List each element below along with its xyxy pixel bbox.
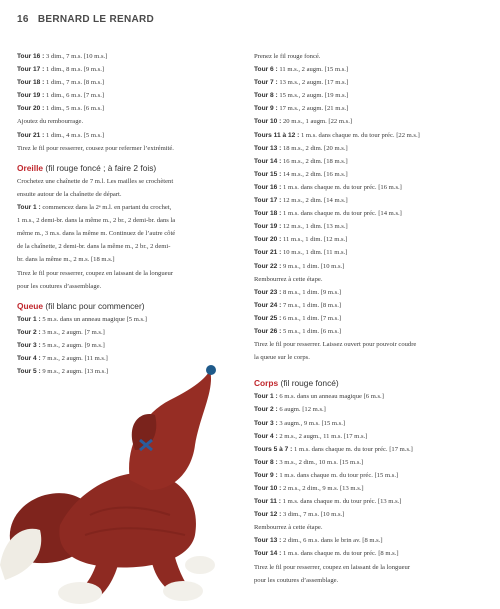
right-column — [254, 50, 484, 587]
round-label: Tour 4 : — [254, 432, 278, 440]
round-label: Tour 18 : — [17, 79, 45, 87]
round-instructions: 1 m.s. dans chaque m. du tour préc. [13 m.s.] — [281, 498, 402, 506]
pattern-line — [254, 456, 484, 469]
pattern-line — [254, 469, 484, 482]
round-instructions: commencez dans la 2ᵉ m.l. en partant du crochet, — [40, 204, 172, 212]
pattern-line — [254, 194, 484, 207]
round-label: Tour 20 : — [254, 236, 282, 244]
round-instructions: 3 m.s., 2 augm. [7 m.s.] — [40, 328, 105, 336]
round-label: Tour 13 : — [254, 144, 282, 152]
round-instructions: 2 m.s., 2 augm., 11 m.s. [17 m.s.] — [277, 432, 368, 440]
round-instructions: 1 m.s. dans chaque m. du tour préc. [15 m.s.] — [277, 471, 399, 479]
page-title: BERNARD LE RENARD — [37, 14, 155, 25]
pattern-line — [17, 89, 246, 102]
round-instructions: 3 dim., 7 m.s. [10 m.s.] — [281, 511, 345, 519]
round-instructions: 11 m.s., 1 dim. [12 m.s.] — [281, 236, 348, 244]
round-instructions: 1 dim., 4 m.s. [5 m.s.] — [44, 131, 105, 139]
section-subtitle: (fil rouge foncé ; à faire 2 fois) — [43, 162, 157, 173]
pattern-line — [254, 299, 484, 312]
round-instructions: 20 m.s., 1 augm. [22 m.s.] — [281, 118, 353, 126]
round-instructions: 15 m.s., 2 augm. [19 m.s.] — [277, 92, 349, 100]
round-instructions: 1 m.s. dans chaque m. du tour préc. [17 m.s.] — [292, 445, 413, 453]
round-instructions: 10 m.s., 1 dim. [11 m.s.] — [281, 249, 348, 257]
round-label: Tour 9 : — [254, 105, 278, 113]
round-instructions: 12 m.s., 1 dim. [13 m.s.] — [281, 223, 348, 231]
round-label: Tour 21 : — [254, 249, 282, 257]
round-instructions: 3 augm., 9 m.s. [15 m.s.] — [277, 419, 346, 427]
round-instructions: Crochetez une chaînette de 7 m.l. Les mailles se crochètent — [17, 177, 174, 185]
pattern-line — [17, 175, 246, 188]
round-instructions: 6 m.s. dans un anneau magique [6 m.s.] — [277, 393, 384, 401]
round-instructions: 2 dim., 6 m.s. dans le brin av. [8 m.s.] — [281, 537, 383, 545]
round-label: Tours 5 à 7 : — [254, 445, 293, 453]
pattern-line — [254, 63, 484, 76]
pattern-line — [254, 390, 484, 403]
section-subtitle: (fil rouge foncé) — [278, 378, 339, 389]
round-instructions: 1 m.s. dans chaque m. du tour préc. [8 m.s.] — [281, 550, 399, 558]
round-label: Tour 16 : — [254, 183, 282, 191]
pattern-line — [254, 286, 484, 299]
round-label: Tour 14 : — [254, 550, 282, 558]
pattern-line — [254, 403, 484, 416]
pattern-line — [17, 129, 246, 142]
round-label: Tour 1 : — [254, 393, 278, 401]
round-instructions: 5 m.s., 2 augm. [9 m.s.] — [40, 341, 105, 349]
pattern-line — [17, 313, 246, 326]
pattern-line — [254, 102, 484, 115]
round-label: Tour 8 : — [254, 458, 278, 466]
round-label: Tour 16 : — [17, 53, 45, 60]
round-instructions: 6 m.s., 1 dim. [7 m.s.] — [281, 314, 342, 322]
pattern-line — [254, 233, 484, 246]
pattern-line — [17, 227, 246, 240]
round-label: Tour 7 : — [254, 79, 278, 87]
section-corps — [254, 390, 484, 586]
left-column — [17, 50, 246, 378]
section-title: Oreille — [17, 162, 44, 173]
section-oreille — [17, 175, 246, 293]
pattern-line — [254, 521, 484, 534]
round-instructions: 1 dim., 5 m.s. [6 m.s.] — [44, 105, 105, 113]
round-instructions: 12 m.s., 2 dim. [14 m.s.] — [281, 197, 348, 205]
section-title: Corps — [254, 378, 279, 389]
pattern-line — [254, 443, 484, 456]
round-label: Tour 19 : — [17, 92, 45, 100]
pattern-line — [17, 214, 246, 227]
round-instructions: 13 m.s., 2 augm. [17 m.s.] — [277, 79, 349, 87]
section-queue-continued — [254, 50, 484, 364]
pattern-line — [254, 351, 484, 364]
round-instructions: la queue sur le corps. — [254, 354, 310, 362]
round-label: Tour 19 : — [254, 223, 282, 231]
round-label: Tour 10 : — [254, 118, 282, 126]
round-instructions: br. dans la même m., 2 m.s. [18 m.s.] — [17, 256, 115, 264]
round-label: Tour 13 : — [254, 537, 282, 545]
round-instructions: pour les coutures d’assemblage. — [17, 282, 102, 290]
pattern-line — [254, 155, 484, 168]
page-number: 16 — [17, 14, 29, 25]
pattern-line — [254, 338, 484, 351]
pattern-line — [17, 201, 246, 214]
pattern-line — [254, 142, 484, 155]
pattern-line — [254, 325, 484, 338]
pattern-line — [254, 430, 484, 443]
pattern-line — [254, 574, 484, 587]
pattern-line — [254, 561, 484, 574]
round-label: Tour 18 : — [254, 210, 282, 218]
section-subtitle: (fil blanc pour commencer) — [43, 300, 145, 311]
pattern-line — [17, 339, 246, 352]
round-label: Tour 5 : — [17, 368, 41, 376]
round-label: Tour 23 : — [254, 288, 282, 296]
round-instructions: Tirez le fil pour resserrer, cousez pour refermer l’extrémité. — [17, 144, 174, 152]
round-instructions: Tirez le fil pour resserrer, coupez en laissant de la longueur — [17, 269, 174, 277]
pattern-line — [254, 312, 484, 325]
round-label: Tour 6 : — [254, 66, 278, 74]
pattern-line — [254, 129, 484, 142]
pattern-line — [254, 115, 484, 128]
round-label: Tour 4 : — [17, 355, 41, 363]
round-label: Tour 9 : — [254, 471, 278, 479]
round-label: Tour 26 : — [254, 327, 282, 335]
round-instructions: 1 m.s. dans chaque m. du tour préc. [22 m.s.] — [299, 131, 420, 139]
round-instructions: Rembourrez à cette étape. — [254, 275, 323, 283]
round-label: Tour 10 : — [254, 485, 282, 492]
round-instructions: 1 dim., 7 m.s. [8 m.s.] — [44, 79, 105, 87]
pattern-line — [17, 267, 246, 280]
round-instructions: pour les coutures d’assemblage. — [254, 576, 339, 584]
round-label: Tour 8 : — [254, 92, 278, 100]
round-instructions: même m., 3 m.s. dans la même m. Continuez de l’autre côté — [17, 230, 176, 238]
round-label: Tour 11 : — [254, 498, 281, 506]
round-instructions: 5 m.s. dans un anneau magique [5 m.s.] — [40, 315, 147, 323]
round-label: Tour 15 : — [254, 170, 282, 178]
pattern-line — [254, 207, 484, 220]
pattern-line — [254, 76, 484, 89]
round-instructions: 2 m.s., 2 dim., 9 m.s. [13 m.s.] — [281, 485, 364, 492]
pattern-line — [17, 142, 246, 155]
crochet-fox-photo — [0, 355, 250, 605]
round-instructions: 16 m.s., 2 dim. [18 m.s.] — [281, 157, 348, 165]
round-instructions: 3 m.s., 2 dim., 10 m.s. [15 m.s.] — [277, 458, 364, 466]
pattern-line — [254, 246, 484, 259]
round-label: Tour 22 : — [254, 262, 282, 270]
round-label: Tour 2 : — [17, 328, 41, 336]
round-instructions: Tirez le fil pour resserrer. Laissez ouvert pour pouvoir coudre — [254, 341, 417, 349]
round-label: Tour 21 : — [17, 131, 45, 139]
pattern-line — [17, 253, 246, 266]
round-instructions: 5 m.s., 1 dim. [6 m.s.] — [281, 327, 342, 335]
round-label: Tour 17 : — [254, 197, 282, 205]
pattern-line — [254, 50, 484, 63]
round-instructions: Prenez le fil rouge foncé. — [254, 53, 321, 60]
section-title: Queue — [17, 300, 44, 311]
pattern-line — [254, 508, 484, 521]
round-label: Tour 24 : — [254, 301, 282, 309]
round-label: Tour 17 : — [17, 66, 45, 74]
round-instructions: 18 m.s., 2 dim. [20 m.s.] — [281, 144, 348, 152]
round-instructions: ensuite autour de la chaînette de départ. — [17, 190, 122, 198]
pattern-line — [17, 50, 246, 63]
pattern-line — [254, 482, 484, 495]
pattern-line — [17, 115, 246, 128]
round-instructions: 8 m.s., 1 dim. [9 m.s.] — [281, 288, 342, 296]
pattern-line — [254, 181, 484, 194]
pattern-line — [17, 102, 246, 115]
round-instructions: 9 m.s., 2 augm. [13 m.s.] — [40, 368, 109, 376]
pattern-line — [17, 63, 246, 76]
round-label: Tour 3 : — [17, 341, 41, 349]
pattern-line — [17, 326, 246, 339]
round-label: Tour 1 : — [17, 204, 41, 212]
pattern-line — [254, 89, 484, 102]
section-heading-oreille — [17, 162, 246, 175]
round-instructions: 1 m.s. dans chaque m. du tour préc. [16 m.s.] — [281, 183, 402, 191]
round-label: Tour 14 : — [254, 157, 282, 165]
round-instructions: Rembourrez à cette étape. — [254, 524, 323, 532]
pattern-line — [254, 273, 484, 286]
section-heading-corps — [254, 377, 484, 390]
round-label: Tour 3 : — [254, 419, 278, 427]
round-instructions: Ajoutez du rembourrage. — [17, 118, 84, 126]
round-instructions: Tirez le fil pour resserrer, coupez en laissant de la longueur — [254, 563, 411, 571]
round-instructions: 14 m.s., 2 dim. [16 m.s.] — [281, 170, 348, 178]
pattern-line — [254, 260, 484, 273]
pattern-line — [17, 280, 246, 293]
round-label: Tour 25 : — [254, 314, 282, 322]
page-header — [17, 14, 154, 25]
round-instructions: 6 augm. [12 m.s.] — [277, 406, 326, 414]
pattern-line — [17, 76, 246, 89]
round-instructions: 7 m.s., 2 augm. [11 m.s.] — [40, 355, 108, 363]
section-heading-queue — [17, 300, 246, 313]
pattern-line — [254, 220, 484, 233]
round-instructions: 17 m.s., 2 augm. [21 m.s.] — [277, 105, 349, 113]
round-instructions: 1 dim., 6 m.s. [7 m.s.] — [44, 92, 105, 100]
round-label: Tour 12 : — [254, 511, 282, 519]
round-instructions: de la chaînette, 2 demi-br. dans la même m., 2 br., 2 demi- — [17, 243, 171, 251]
round-instructions: 1 m.s., 2 demi-br. dans la même m., 2 br., 2 demi-br. dans la — [17, 217, 176, 225]
pattern-line — [17, 240, 246, 253]
round-label: Tour 1 : — [17, 315, 41, 323]
pattern-line — [254, 495, 484, 508]
pattern-line — [254, 417, 484, 430]
round-label: Tour 2 : — [254, 406, 278, 414]
pattern-line — [254, 534, 484, 547]
round-instructions: 3 dim., 7 m.s. [10 m.s.] — [44, 53, 108, 60]
round-instructions: 11 m.s., 2 augm. [15 m.s.] — [277, 66, 349, 74]
round-label: Tour 20 : — [17, 105, 45, 113]
round-instructions: 7 m.s., 1 dim. [8 m.s.] — [281, 301, 342, 309]
round-instructions: 9 m.s., 1 dim. [10 m.s.] — [281, 262, 345, 270]
round-label: Tours 11 à 12 : — [254, 131, 300, 139]
pattern-line — [254, 547, 484, 560]
round-instructions: 1 m.s. dans chaque m. du tour préc. [14 m.s.] — [281, 210, 402, 218]
pattern-tail-end — [17, 50, 246, 155]
pattern-line — [254, 168, 484, 181]
round-instructions: 1 dim., 8 m.s. [9 m.s.] — [44, 66, 105, 74]
pattern-line — [17, 188, 246, 201]
